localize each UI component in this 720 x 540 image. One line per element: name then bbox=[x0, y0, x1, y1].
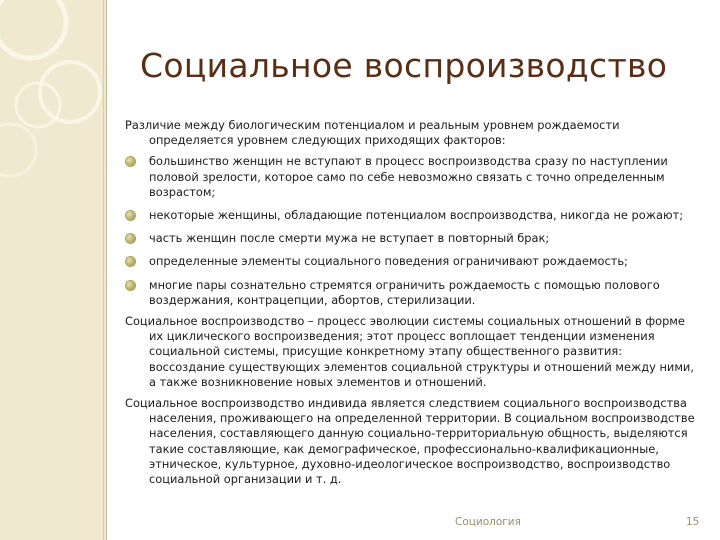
list-item-text: большинство женщин не вступают в процесс воспроизводства сразу по наступлении половой зрелости, которое само по себе невозможно связать с точно определенным возрастом; bbox=[149, 154, 668, 199]
bullet-icon bbox=[126, 257, 135, 266]
page-number: 15 bbox=[686, 516, 700, 528]
intro-paragraph: Различие между биологическим потенциалом и реальным уровнем рождаемости определяется уровнем следующих приходящих факторов: bbox=[125, 118, 620, 148]
bullet-icon bbox=[126, 281, 135, 290]
list-item bbox=[125, 231, 695, 246]
footer-subject: Социология bbox=[455, 516, 521, 528]
bullet-icon bbox=[126, 157, 135, 166]
factor-list bbox=[125, 154, 695, 308]
list-item-text: определенные элементы социального поведения ограничивают рождаемость; bbox=[149, 254, 628, 269]
bullet-icon bbox=[126, 211, 135, 220]
list-item-text: некоторые женщины, обладающие потенциалом воспроизводства, никогда не рожают; bbox=[149, 208, 684, 223]
slide-title: Социальное воспроизводство bbox=[140, 46, 668, 85]
bullet-icon bbox=[126, 234, 135, 243]
definition-paragraph: Социальное воспроизводство – процесс эволюции системы социальных отношений в форме их циклического воспроизведения; этот процесс воплощает тенденции изменения социальной системы, присущие конкретному этапу общественного развития: воссоздание существующих элементов социальной структуры и отношений между ними, а также возникновение новых элементов и отношений. bbox=[125, 314, 694, 389]
slide-body bbox=[125, 118, 695, 487]
list-item bbox=[125, 208, 695, 223]
list-item-text: часть женщин после смерти мужа не вступает в повторный брак; bbox=[149, 231, 550, 246]
list-item bbox=[125, 278, 695, 308]
list-item bbox=[125, 254, 695, 269]
decorative-rings bbox=[0, 0, 106, 180]
individual-paragraph: Социальное воспроизводство индивида является следствием социального воспроизводства населения, проживающего на определенной территории. В социальном воспроизводстве населения, составляющего данную социально-территориальную общность, выделяются такие составляющие, как демографическое, профессионально-квалификационные, этническое, культурное, духовно-идеологическое воспроизводство, воспроизводство социальной организации и т. д. bbox=[125, 396, 695, 487]
list-item bbox=[125, 154, 695, 200]
list-item-text: многие пары сознательно стремятся ограничить рождаемость с помощью полового воздержания, контрацепции, абортов, стерилизации. bbox=[149, 277, 660, 307]
